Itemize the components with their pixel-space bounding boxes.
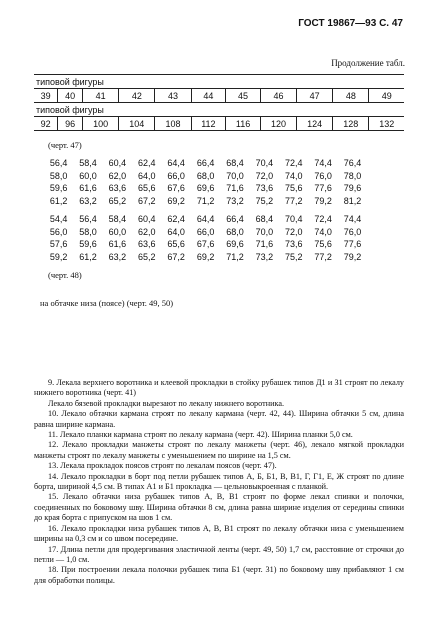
measurement-value: 64,0 [138,170,156,181]
measurement-value: 65,6 [138,183,156,194]
measurement-value: 58,0 [79,226,97,237]
table-continuation-label: Продолжение табл. [331,58,405,68]
measurement-value: 76,0 [343,226,362,237]
table-row-label: типовой фигуры [34,75,404,89]
measurement-value: 77,2 [314,251,332,262]
measurement-value: 64,0 [167,226,185,237]
measurement-value: 77,6 [343,239,362,250]
chert-48-label: (черт. 48) [48,270,82,280]
table-cell: 104 [119,117,155,131]
table-cell: 39 [34,89,58,103]
measurement-value: 61,6 [79,183,97,194]
measurement-value: 75,2 [255,195,274,206]
instruction-item: Лекало бязевой прокладки вырезают по лекалу нижнего воротника. [48,398,284,408]
instruction-item: 18. При построении лекала полочки рубашек типа Б1 (черт. 31) по боковому шву прибавляют 1 см для обработки полицы. [34,565,404,585]
measurement-value: 74,4 [314,158,332,168]
table-cell: 48 [333,89,369,103]
instruction-item: 16. Лекало прокладки низа рубашек типов А, В, В1 строят по лекалу обтачки низа с уменьшением ширины на 0,3 см и со швом посередине. [34,523,404,544]
table-cell: 132 [369,117,404,131]
measurement-value: 61,6 [108,239,127,250]
table-cell: 100 [83,117,119,131]
table-cell: 120 [260,117,296,131]
measurement-value: 67,2 [138,195,156,206]
measurement-value: 67,6 [196,239,215,250]
measurement-row [44,170,420,183]
measurement-value: 72,0 [255,170,274,181]
measurement-value: 62,0 [108,170,127,181]
measurement-value: 81,2 [343,195,362,206]
measurement-row [44,157,420,170]
measurement-value: 76,0 [314,170,332,181]
measurement-value: 70,0 [255,226,274,237]
measurement-value: 54,4 [49,214,68,224]
table-cell: 46 [260,89,296,103]
measurement-value: 60,4 [108,158,127,168]
measurement-value: 67,2 [167,251,185,262]
measurement-block-48 [44,213,420,263]
instruction-item: 15. Лекало обтачки низа рубашек типов А, В, В1 строят по форме лекал спинки и полочки, соединенных по боковому шву. Ширина обтачки 8 см, длина равна ширине изделия от середины спинки до края борта с припуском на шов 1 см. [34,492,404,523]
figure-table [34,74,404,131]
measurement-value: 71,6 [226,183,244,194]
chert-47-label: (черт. 47) [48,140,82,150]
table-cell: 41 [83,89,119,103]
measurement-value: 71,2 [226,251,244,262]
table-cell: 96 [58,117,83,131]
measurement-value: 56,4 [49,158,68,168]
table-cell: 47 [297,89,333,103]
measurement-value: 77,2 [284,195,303,206]
table-cell: 42 [119,89,155,103]
table-row-girths [34,117,404,131]
measurement-value: 75,6 [284,183,303,194]
measurement-value: 65,2 [138,251,156,262]
instruction-item: 14. Лекало прокладки в борт под петли рубашек типов А, Б, Б1, В, В1, Г, Г1, Е, Ж строят по длине борта, шириной 4,5 см. В типах А1 и Б1 прокладка — цельновыкроенная с планкой. [34,471,404,492]
measurement-value: 59,2 [49,251,68,262]
measurement-value: 64,4 [167,158,185,168]
table-cell: 112 [191,117,226,131]
instruction-list [34,378,404,586]
measurement-value: 62,4 [167,214,185,224]
measurement-row [44,251,420,264]
measurement-value: 66,4 [196,158,215,168]
measurement-value: 75,6 [314,239,332,250]
measurement-value: 72,4 [284,158,303,168]
measurement-value: 58,4 [79,158,97,168]
measurement-value: 73,6 [255,183,274,194]
measurement-value: 70,0 [226,170,244,181]
obtachka-line: на обтачке низа (поясе) (черт. 49, 50) [40,298,174,308]
instruction-item: 11. Лекало планки кармана строят по лекалу кармана (черт. 42). Ширина планки 5,0 см. [48,430,353,440]
measurement-value: 57,6 [49,239,68,250]
table-cell: 108 [155,117,191,131]
measurement-value: 63,6 [108,183,127,194]
page-header: ГОСТ 19867—93 С. 47 [298,18,403,29]
measurement-value: 69,6 [226,239,244,250]
measurement-value: 68,0 [226,226,244,237]
table-row-label: типовой фигуры [34,103,404,117]
table-cell: 45 [226,89,261,103]
table-cell: 92 [34,117,58,131]
measurement-value: 63,2 [79,195,97,206]
table-cell: 40 [58,89,83,103]
measurement-value: 79,2 [343,251,362,262]
measurement-value: 66,4 [226,214,244,224]
measurement-value: 69,2 [196,251,215,262]
measurement-value: 62,4 [138,158,156,168]
measurement-row [44,213,420,226]
table-cell: 43 [155,89,191,103]
measurement-value: 72,4 [314,214,332,224]
measurement-value: 70,4 [284,214,303,224]
measurement-value: 68,4 [226,158,244,168]
table-row-sizes [34,89,404,103]
measurement-value: 58,4 [108,214,127,224]
measurement-value: 77,6 [314,183,332,194]
measurement-value: 62,0 [138,226,156,237]
measurement-value: 71,2 [196,195,215,206]
measurement-value: 66,0 [167,170,185,181]
measurement-value: 68,4 [255,214,274,224]
instruction-item: 9. Лекала верхнего воротника и клеевой прокладки в стойку рубашек типов Д1 и З1 строят по лекалу нижнего воротника (черт. 41) [34,378,404,398]
measurement-value: 73,2 [226,195,244,206]
measurement-row [44,182,420,195]
measurement-value: 76,4 [343,158,362,168]
instruction-item: 17. Длина петли для продергивания эластичной ленты (черт. 49, 50) 1,7 см, расстояние от строчки до петли — 1,0 см. [34,544,404,564]
measurement-value: 78,0 [343,170,362,181]
measurement-value: 56,0 [49,226,68,237]
measurement-value: 63,6 [138,239,156,250]
table-cell: 44 [191,89,226,103]
measurement-value: 73,2 [255,251,274,262]
measurement-value: 71,6 [255,239,274,250]
measurement-row [44,226,420,239]
measurement-value: 64,4 [196,214,215,224]
table-cell: 128 [333,117,369,131]
table-cell: 116 [226,117,261,131]
measurement-value: 65,6 [167,239,185,250]
measurement-value: 60,4 [138,214,156,224]
measurement-value: 69,2 [167,195,185,206]
measurement-value: 56,4 [79,214,97,224]
table-cell: 124 [297,117,333,131]
measurement-value: 72,0 [284,226,303,237]
measurement-value: 59,6 [79,239,97,250]
measurement-value: 68,0 [196,170,215,181]
measurement-row [44,238,420,251]
measurement-value: 61,2 [49,195,68,206]
measurement-value: 79,2 [314,195,332,206]
instruction-item: 12. Лекало прокладки манжеты строят по лекалу манжеты (черт. 46), лекало мягкой прокладки манжеты строят по лекалу манжеты с уменьшением по ширине на 1,5 см. [34,440,404,460]
table-cell: 49 [369,89,404,103]
measurement-value: 74,0 [314,226,332,237]
measurement-value: 74,4 [343,214,362,224]
measurement-value: 59,6 [49,183,68,194]
measurement-value: 63,2 [108,251,127,262]
instruction-item: 13. Лекала прокладок поясов строят по лекалам поясов (черт. 47). [48,461,277,471]
measurement-block-47 [44,157,420,207]
measurement-value: 60,0 [108,226,127,237]
instruction-item: 10. Лекало обтачки кармана строят по лекалу кармана (черт. 42, 44). Ширина обтачки 5 см, длина равна ширине кармана. [34,409,404,429]
measurement-value: 66,0 [196,226,215,237]
measurement-value: 70,4 [255,158,274,168]
measurement-row [44,195,420,208]
measurement-value: 65,2 [108,195,127,206]
measurement-value: 61,2 [79,251,97,262]
measurement-value: 74,0 [284,170,303,181]
measurement-value: 73,6 [284,239,303,250]
measurement-value: 67,6 [167,183,185,194]
measurement-value: 69,6 [196,183,215,194]
measurement-value: 75,2 [284,251,303,262]
measurement-value: 79,6 [343,183,362,194]
measurement-value: 58,0 [49,170,68,181]
measurement-value: 60,0 [79,170,97,181]
